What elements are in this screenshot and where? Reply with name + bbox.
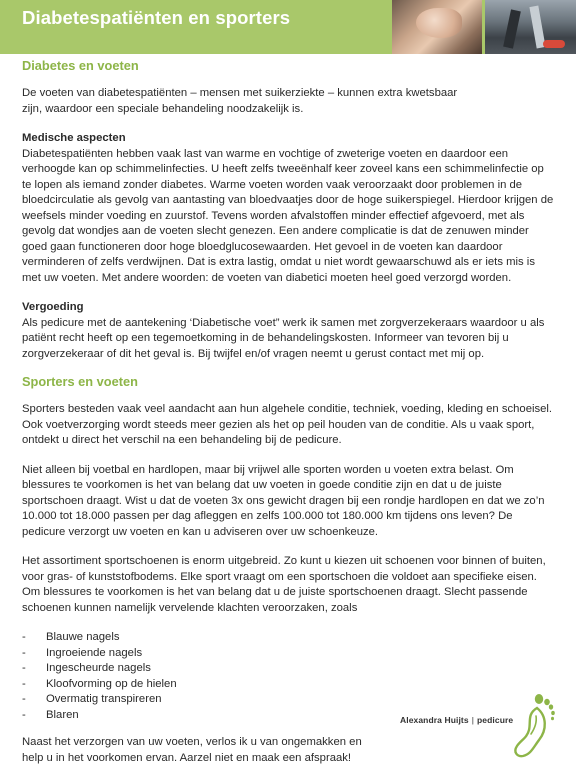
sport-paragraph: Sporters besteden vaak veel aandacht aan hun algehele conditie, techniek, voeding, kleding en schoeisel. Ook voetverzorging wordt steeds meer gezien als het op peil houden van de conditie. Als u vaak sport, ontdekt u direct het verschil na een behandeling bij de pedicure. <box>22 403 553 446</box>
foot-shape <box>416 8 462 38</box>
sport-paragraph: Niet alleen bij voetbal en hardlopen, maar bij vrijwel alle sporten worden u voeten extra belast. Om blessures te voorkomen is het van belang dat uw voeten in goede conditie zijn en dat u de juiste sportschoen draagt. Wist u dat de voeten 3x ons gewicht dragen bij een rondje hardlopen en dat we zo’n 10.000 tot 18.000 passen per dag afleggen en zelfs 100.000 tot 180.000 km tijdens ons leven? De pedicure verzorgt uw voeten en kan u adviseren over uw schoenkeuze. <box>22 463 545 538</box>
intro-line: zijn, waardoor een speciale behandeling noodzakelijk is. <box>22 102 304 115</box>
subheading-medical: Medische aspecten <box>22 132 126 144</box>
medical-paragraph: Diabetespatiënten hebben vaak last van warme en vochtige of zweterige voeten en daardoor een verhoogde kan op schimmelinfecties. U heeft zelfs tweeënhalf keer zoveel kans een schimmelinfectie op te lopen als iemand zonder diabetes. Warme voeten worden vaak veroorzaakt door problemen in de bloedcirculatie als gevolg van aantasting van bloedvaatjes door de hoge suikerspiegel. Hierdoor krijgen de weefsels minder voeding en zuurstof. Tevens worden afvalstoffen minder effectief afgevoerd, met als gevolg dat wondjes aan de voeten slecht genezen. Een andere complicatie is dat de zenuwen minder goed gaan functioneren door hoge bloedglucosewaarden. Het gevoel in de voeten kan daardoor verminderen of zelfs verdwijnen. Dat is extra lastig, omdat u niet wordt gewaarschuwd als er iets mis is met uw voeten. Met andere woorden: de voeten van diabetici moeten heel goed verzorgd worden. <box>22 147 554 284</box>
sport-paragraph: Het assortiment sportschoenen is enorm uitgebreid. Zo kunt u kiezen uit schoenen voor binnen of buiten, voor gras- of kunststofbodems. Elke sport vraagt om een sportschoen die voldoet aan specifieke eisen. Om blessures te voorkomen is het van belang dat u de juiste sportschoenen draagt. Slecht passende schoenen kunnen namelijk vervelende klachten veroorzaken, zoals <box>22 555 546 614</box>
signature <box>400 715 513 725</box>
list-item: - Ingescheurde nagels <box>22 662 151 674</box>
section-heading-sport: Sporters en voeten <box>22 374 138 389</box>
list-item: - Overmatig transpireren <box>22 693 162 705</box>
complaints-list <box>22 630 554 723</box>
section-heading-diabetes: Diabetes en voeten <box>22 58 139 73</box>
footprint-logo-icon <box>507 688 555 760</box>
signature-separator: | <box>471 715 474 725</box>
running-shoe <box>543 40 565 48</box>
signature-name: Alexandra Huijts <box>400 715 469 725</box>
subheading-compensation: Vergoeding <box>22 301 84 313</box>
runners-photo <box>485 0 576 54</box>
intro-line: De voeten van diabetespatiënten – mensen met suikerziekte – kunnen extra kwetsbaar <box>22 87 458 99</box>
list-item: - Blauwe nagels <box>22 631 120 643</box>
closing-line: help u in het voorkomen ervan. Aarzel niet en maak een afspraak! <box>22 751 352 764</box>
signature-role: pedicure <box>477 715 514 725</box>
list-item: - Ingroeiende nagels <box>22 646 143 659</box>
page-title: Diabetespatiënten en sporters <box>22 7 291 28</box>
foot-care-photo <box>392 0 482 54</box>
closing-line: Naast het verzorgen van uw voeten, verlos ik u van ongemakken en <box>22 736 362 748</box>
list-item: - Blaren <box>22 708 79 721</box>
document-body <box>22 58 554 766</box>
page-header <box>0 0 576 54</box>
list-item: - Kloofvorming op de hielen <box>22 677 177 690</box>
compensation-paragraph: Als pedicure met de aantekening ‘Diabetische voet” werk ik samen met zorgverzekeraars waardoor u als patiënt recht heeft op een tegemoetkoming in de behandelingskosten. Informeer van tevoren bij u zorgverzekeraar of dit het geval is. Bij twijfel en/of vragen neemt u gerust contact met mij op. <box>22 316 545 360</box>
runner-leg <box>503 9 521 48</box>
